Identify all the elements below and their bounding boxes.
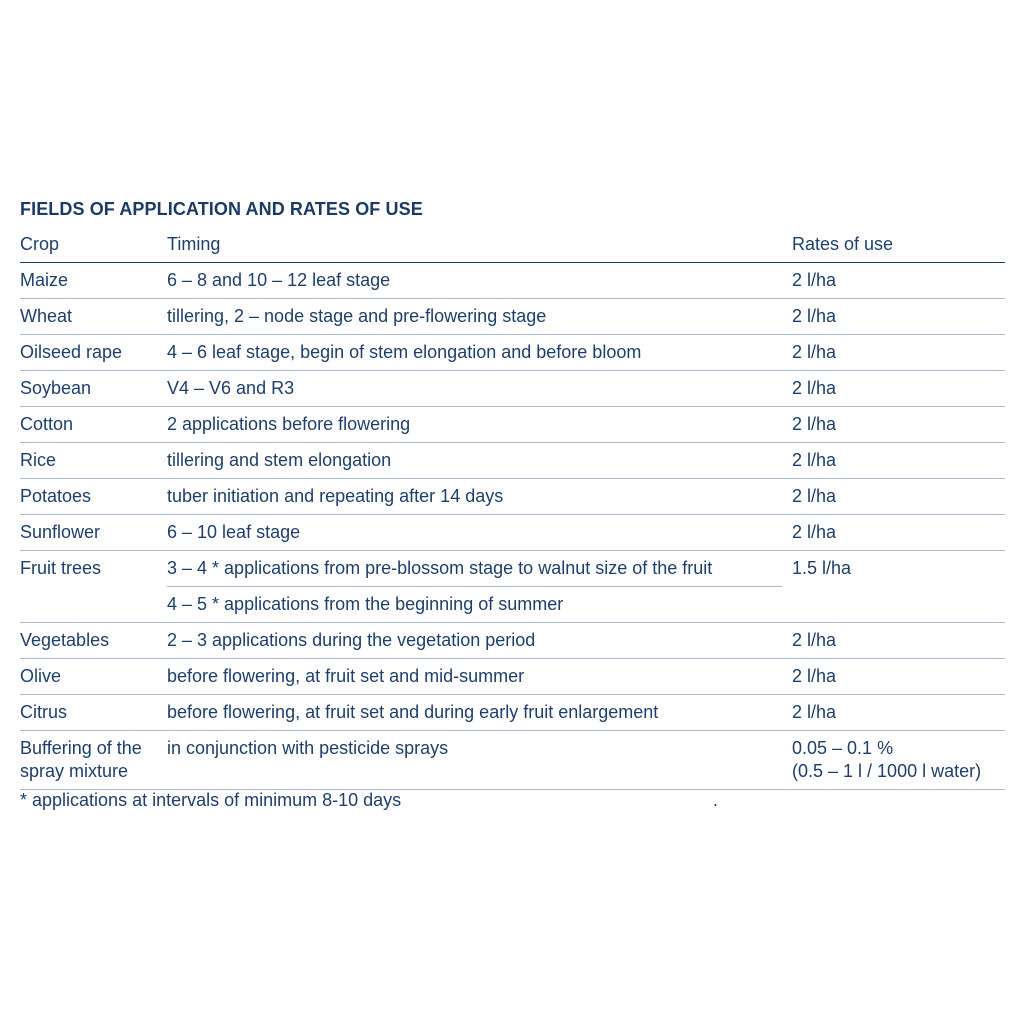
application-table [20, 227, 1005, 790]
footnote [20, 789, 1005, 812]
table-row [20, 335, 1005, 371]
timing-cell: tuber initiation and repeating after 14 days [167, 486, 504, 506]
table-row [20, 299, 1005, 335]
crop-cell: Vegetables [20, 630, 110, 650]
crop-cell: Soybean [20, 378, 92, 398]
timing-cell: 6 – 10 leaf stage [167, 522, 301, 542]
crop-line-2: spray mixture [20, 761, 129, 781]
footnote-text: * applications at intervals of minimum 8-10 days [20, 790, 402, 810]
header-timing: Timing [167, 234, 221, 254]
rate-cell: 2 l/ha [792, 342, 837, 362]
table-row [20, 443, 1005, 479]
rate-cell: 2 l/ha [792, 630, 837, 650]
rate-cell: 2 l/ha [792, 666, 837, 686]
rate-cell: 2 l/ha [792, 450, 837, 470]
timing-cell: 4 – 6 leaf stage, begin of stem elongation and before bloom [167, 342, 642, 362]
timing-sub-2: 4 – 5 * applications from the beginning of summer [167, 594, 564, 614]
timing-cell: before flowering, at fruit set and mid-summer [167, 666, 525, 686]
table-row [20, 515, 1005, 551]
timing-cell: in conjunction with pesticide sprays [167, 738, 449, 758]
timing-cell [167, 551, 792, 622]
table-row [20, 659, 1005, 695]
table-row [20, 623, 1005, 659]
rate-cell: 2 l/ha [792, 522, 837, 542]
header-crop: Crop [20, 234, 60, 254]
table-row [20, 479, 1005, 515]
rate-line-2: (0.5 – 1 l / 1000 l water) [792, 761, 982, 781]
table-row [20, 263, 1005, 299]
crop-cell: Citrus [20, 702, 68, 722]
timing-cell: V4 – V6 and R3 [167, 378, 295, 398]
rate-line-1: 0.05 – 0.1 % [792, 738, 894, 758]
timing-cell: before flowering, at fruit set and during early fruit enlargement [167, 702, 659, 722]
timing-cell: 2 applications before flowering [167, 414, 411, 434]
crop-line-1: Buffering of the [20, 738, 142, 758]
timing-cell: 6 – 8 and 10 – 12 leaf stage [167, 270, 391, 290]
timing-cell: tillering, 2 – node stage and pre-flowering stage [167, 306, 547, 326]
table-row-fruit-trees [20, 551, 1005, 623]
timing-cell: tillering and stem elongation [167, 450, 392, 470]
crop-cell: Fruit trees [20, 558, 102, 578]
table-row-buffering [20, 731, 1005, 790]
crop-cell: Wheat [20, 306, 73, 326]
crop-cell: Olive [20, 666, 62, 686]
table-row [20, 407, 1005, 443]
rate-cell [792, 731, 1005, 789]
footnote-dot: . [713, 790, 719, 810]
table-header [20, 227, 1005, 263]
table-row [20, 695, 1005, 731]
table-row [20, 371, 1005, 407]
timing-cell: 2 – 3 applications during the vegetation period [167, 630, 536, 650]
rate-cell: 2 l/ha [792, 270, 837, 290]
rate-cell: 2 l/ha [792, 702, 837, 722]
crop-cell: Oilseed rape [20, 342, 123, 362]
crop-cell: Maize [20, 270, 69, 290]
page-title: FIELDS OF APPLICATION AND RATES OF USE [20, 199, 423, 219]
rate-cell: 2 l/ha [792, 486, 837, 506]
rate-cell: 2 l/ha [792, 378, 837, 398]
rate-cell: 1.5 l/ha [792, 558, 852, 578]
rate-cell: 2 l/ha [792, 306, 837, 326]
crop-cell [20, 731, 167, 789]
crop-cell: Rice [20, 450, 57, 470]
crop-cell: Cotton [20, 414, 74, 434]
rate-cell: 2 l/ha [792, 414, 837, 434]
timing-sub-1: 3 – 4 * applications from pre-blossom stage to walnut size of the fruit [167, 557, 782, 587]
header-rate: Rates of use [792, 234, 894, 254]
crop-cell: Potatoes [20, 486, 92, 506]
crop-cell: Sunflower [20, 522, 101, 542]
